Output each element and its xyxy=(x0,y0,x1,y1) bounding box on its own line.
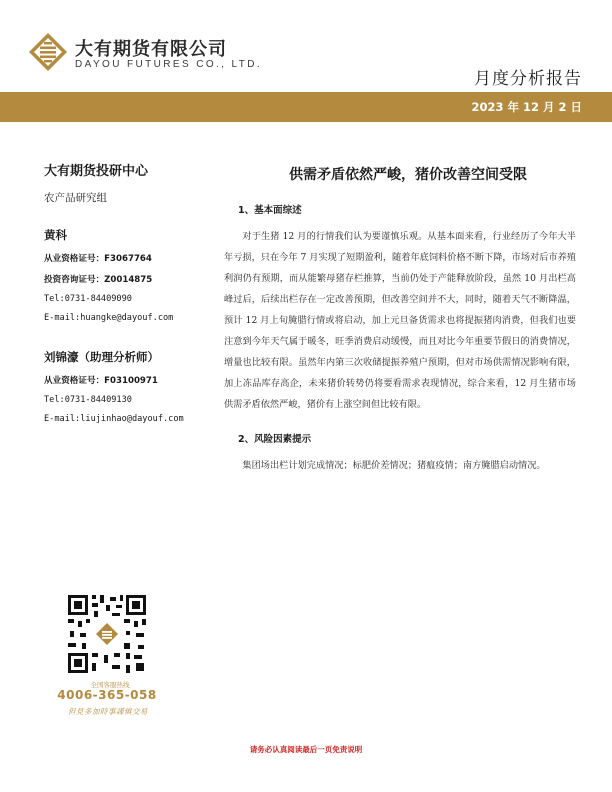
hotline-number: 4006-365-058 xyxy=(57,688,157,702)
research-group: 农产品研究组 xyxy=(44,192,107,204)
hotline-label: 全国客服热线 xyxy=(90,681,130,689)
analyst-tel: Tel:0731-84409130 xyxy=(44,395,132,405)
analyst-license: 从业资格证号：F3067764 xyxy=(44,254,152,264)
analyst-block xyxy=(44,349,214,424)
analyst-email[interactable]: E-mail:huangke@dayouf.com xyxy=(44,313,174,323)
company-slogan: 但見多加時事謹慎交易 xyxy=(68,707,148,716)
report-date: 2023 年 12 月 2 日 xyxy=(471,100,582,114)
qr-code-icon xyxy=(66,593,148,675)
diamond-logo-icon xyxy=(28,32,68,72)
analyst-license: 从业资格证号：F03100971 xyxy=(44,376,158,386)
report-title: 供需矛盾依然严峻，猪价改善空间受限 xyxy=(289,167,527,183)
company-name-cn: 大有期货有限公司 xyxy=(75,39,227,60)
section-paragraph: 对于生猪 12 月的行情我们认为要谨慎乐观。从基本面来看，行业经历了今年大半年亏损，只在今年 7 月实现了短期盈利，随着年底饲料价格不断下降，市场对后市养殖利润仍有预期，而从能繁母猪存栏推算，当前仍处于产能释放阶段，虽然 10 月出栏高峰过后，后续出栏存在一定改善预期，但改善空间并不大，同时，随着天气不断降温，预计 12 月上旬腌腊行情或将启动，加上元旦备货需求也将提振猪肉消费，但我们也要注意到今年天气属于暖冬，旺季消费启动缓慢，而且对比今年重要节假日的消费情况，增量也比较有限。虽然年内第三次收储提振养殖户预期，但对市场供需情况影响有限，加上冻品库存高企，未来猪价转势仍将要看需求表现情况，综合来看，12 月生猪市场供需矛盾依然严峻，猪价有上涨空间但比较有限。 xyxy=(224,231,576,410)
analyst-email[interactable]: E-mail:liujinhao@dayouf.com xyxy=(44,414,184,424)
section-heading: 2、风险因素提示 xyxy=(238,434,312,445)
disclaimer-notice: 请务必认真阅读最后一页免责说明 xyxy=(249,745,363,754)
analyst-tel: Tel:0731-84409090 xyxy=(44,294,132,304)
analyst-block xyxy=(44,227,214,323)
company-logo xyxy=(28,32,263,80)
analyst-name: 黄科 xyxy=(44,228,67,242)
company-name-en: DAYOU FUTURES CO., LTD. xyxy=(75,59,263,70)
section-heading: 1、基本面综述 xyxy=(238,205,302,216)
analyst-name: 刘锦濠（助理分析师） xyxy=(44,350,159,364)
analyst-consult-license: 投资咨询证号：Z0014875 xyxy=(44,275,153,285)
analyst-sidebar xyxy=(44,160,214,424)
report-body xyxy=(224,164,576,476)
section-paragraph: 集团场出栏计划完成情况；标肥价差情况；猪瘟疫情；南方腌腊启动情况。 xyxy=(242,460,546,471)
research-center: 大有期货投研中心 xyxy=(44,164,149,179)
report-type: 月度分析报告 xyxy=(474,69,582,89)
